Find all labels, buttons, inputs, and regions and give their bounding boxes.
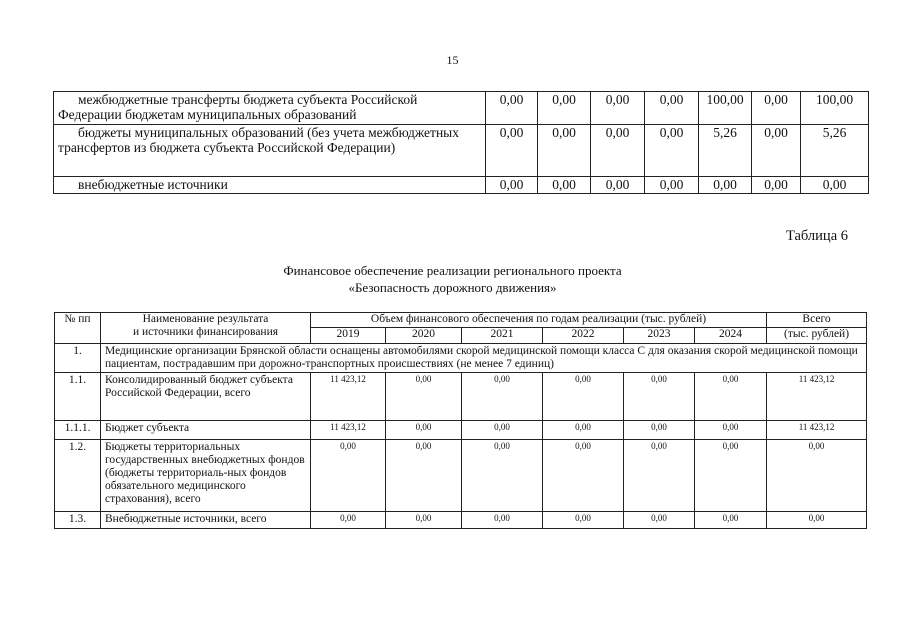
- table-row: [54, 125, 869, 177]
- row-number: 1.1.: [55, 373, 101, 421]
- row-number: 1.2.: [55, 440, 101, 512]
- value-cell: 0,00: [486, 125, 538, 177]
- value-cell: 11 423,12: [767, 373, 867, 421]
- value-cell: 0,00: [645, 177, 699, 194]
- financing-table: [54, 312, 867, 529]
- value-cell: 0,00: [386, 373, 462, 421]
- table-row: [54, 177, 869, 194]
- header-num: № пп: [55, 313, 101, 344]
- value-cell: 0,00: [462, 440, 543, 512]
- value-cell: 0,00: [752, 177, 801, 194]
- value-cell: 0,00: [624, 440, 695, 512]
- value-cell: 0,00: [591, 125, 645, 177]
- header-year: 2022: [543, 328, 624, 344]
- value-cell: 11 423,12: [767, 421, 867, 440]
- section-description: Медицинские организации Брянской области оснащены автомобилями скорой медицинской помощи класса С для оказания скорой медицинской помощи пациентам, пострадавшим при дорожно-транспортных происшествиях (не менее 7 единиц): [101, 344, 867, 373]
- row-name: межбюджетные трансферты бюджета субъекта Российской Федерации бюджетам муниципальных образований: [54, 92, 486, 125]
- row-number: 1.1.1.: [55, 421, 101, 440]
- section-row: [55, 344, 867, 373]
- value-cell: 0,00: [462, 512, 543, 529]
- header-year: 2024: [695, 328, 767, 344]
- value-cell: 0,00: [386, 421, 462, 440]
- value-cell: 5,26: [801, 125, 869, 177]
- value-cell: 0,00: [543, 373, 624, 421]
- value-cell: 100,00: [801, 92, 869, 125]
- continuation-table: [53, 91, 869, 194]
- header-total: Всего: [767, 313, 867, 328]
- table-title: [0, 262, 905, 296]
- value-cell: 0,00: [695, 421, 767, 440]
- header-total-unit: (тыс. рублей): [767, 328, 867, 344]
- value-cell: 0,00: [624, 373, 695, 421]
- header-year: 2020: [386, 328, 462, 344]
- value-cell: 0,00: [624, 421, 695, 440]
- header-year: 2019: [311, 328, 386, 344]
- page-number: 15: [446, 53, 459, 67]
- table-row: [55, 421, 867, 440]
- row-name: внебюджетные источники: [54, 177, 486, 194]
- row-number: 1.3.: [55, 512, 101, 529]
- value-cell: 5,26: [699, 125, 752, 177]
- row-number: 1.: [55, 344, 101, 373]
- header-name-line: и источники финансирования: [132, 326, 279, 338]
- value-cell: 0,00: [311, 440, 386, 512]
- value-cell: 0,00: [386, 512, 462, 529]
- header-name: [101, 313, 311, 344]
- value-cell: 0,00: [591, 92, 645, 125]
- value-cell: 0,00: [695, 512, 767, 529]
- value-cell: 0,00: [462, 373, 543, 421]
- value-cell: 0,00: [486, 92, 538, 125]
- value-cell: 0,00: [767, 440, 867, 512]
- value-cell: 0,00: [538, 177, 591, 194]
- row-name: Бюджеты территориальных государственных внебюджетных фондов (бюджеты территориаль-ных фондов обязательного медицинского страхования), всего: [101, 440, 311, 512]
- value-cell: 0,00: [645, 125, 699, 177]
- header-year: 2021: [462, 328, 543, 344]
- value-cell: 0,00: [695, 373, 767, 421]
- value-cell: 0,00: [624, 512, 695, 529]
- value-cell: 0,00: [752, 125, 801, 177]
- value-cell: 0,00: [311, 512, 386, 529]
- row-name: бюджеты муниципальных образований (без учета межбюджетных трансфертов из бюджета субъекта Российской Федерации): [54, 125, 486, 177]
- value-cell: 0,00: [386, 440, 462, 512]
- value-cell: 0,00: [543, 421, 624, 440]
- value-cell: 0,00: [543, 440, 624, 512]
- value-cell: 11 423,12: [311, 421, 386, 440]
- value-cell: 0,00: [695, 440, 767, 512]
- value-cell: 0,00: [538, 92, 591, 125]
- value-cell: 0,00: [767, 512, 867, 529]
- value-cell: 0,00: [801, 177, 869, 194]
- header-row: [55, 313, 867, 328]
- value-cell: 11 423,12: [311, 373, 386, 421]
- table-row: [55, 512, 867, 529]
- title-line: «Безопасность дорожного движения»: [348, 280, 557, 295]
- value-cell: 0,00: [645, 92, 699, 125]
- value-cell: 100,00: [699, 92, 752, 125]
- header-name-line: Наименование результата: [142, 313, 269, 325]
- value-cell: 0,00: [699, 177, 752, 194]
- table-row: [55, 440, 867, 512]
- row-name: Внебюджетные источники, всего: [101, 512, 311, 529]
- title-line: Финансовое обеспечение реализации регионального проекта: [283, 263, 622, 278]
- row-name: Бюджет субъекта: [101, 421, 311, 440]
- header-year: 2023: [624, 328, 695, 344]
- table-label: Таблица 6: [785, 228, 848, 244]
- value-cell: 0,00: [591, 177, 645, 194]
- value-cell: 0,00: [543, 512, 624, 529]
- header-volume: Объем финансового обеспечения по годам реализации (тыс. рублей): [311, 313, 767, 328]
- value-cell: 0,00: [462, 421, 543, 440]
- table-row: [54, 92, 869, 125]
- value-cell: 0,00: [752, 92, 801, 125]
- value-cell: 0,00: [538, 125, 591, 177]
- value-cell: 0,00: [486, 177, 538, 194]
- table-row: [55, 373, 867, 421]
- row-name: Консолидированный бюджет субъекта Российской Федерации, всего: [101, 373, 311, 421]
